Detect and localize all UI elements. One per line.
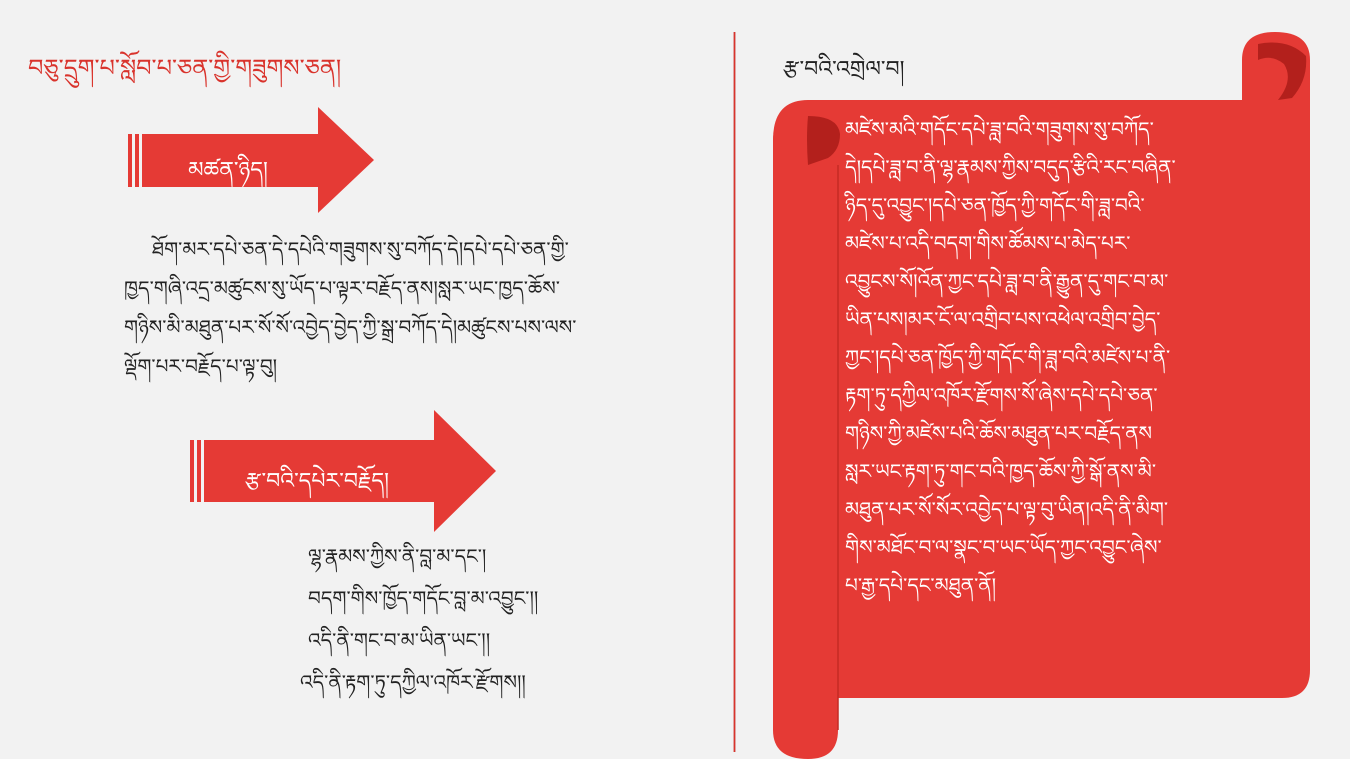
commentary-line: མཛེས་པ་འདི་བདག་གིས་ཚོམས་པ་མེད་པར་: [845, 231, 1131, 255]
commentary-line: མཐུན་པར་སོ་སོར་འབྱེད་པ་ལྟ་བུ་ཡིན།འདི་ནི་མིག་: [845, 497, 1169, 521]
commentary-line: དེ།དཔེ་ཟླ་བ་ནི་ལྷ་རྣམས་ཀྱིས་བདུད་རྩིའི་རང་བཞིན་: [845, 155, 1176, 179]
verse-line: བདག་གིས་ཁྱོད་གདོང་བླ་མ་འབྱུང་།།: [308, 586, 539, 610]
paragraph-line: ལྡོག་པར་བརྗོད་པ་ལྟ་བུ།: [124, 354, 278, 378]
commentary-heading: རྩ་བའི་འགྲེལ་བ།: [783, 57, 905, 82]
paragraph-line: ཐོག་མར་དཔེ་ཅན་དེ་དཔེའི་གཟུགས་སུ་བཀོད་དེ།དཔེ་དཔེ་ཅན་གྱི་: [152, 237, 569, 261]
arrow-label-example: རྩ་བའི་དཔེར་བརྗོད།: [244, 469, 389, 494]
vertical-divider: [733, 32, 736, 752]
commentary-line: པ་རྒྱ་དཔེ་དང་མཐུན་ནོ།: [845, 573, 997, 597]
page-title: བཅུ་དྲུག་པ་སློབ་པ་ཅན་གྱི་གཟུགས་ཅན།: [28, 54, 342, 82]
verse-line: འདི་ནི་རྟག་ཏུ་དཀྱིལ་འཁོར་རྫོགས།།: [300, 670, 526, 694]
commentary-line: སླར་ཡང་རྟག་ཏུ་གང་བའི་ཁྱད་ཆོས་ཀྱི་སྒོ་ནས་མི་: [845, 459, 1157, 483]
example-verses: [300, 535, 538, 703]
commentary-line: རྟག་ཏུ་དཀྱིལ་འཁོར་རྫོགས་སོ་ཞེས་དཔེ་དཔེ་ཅན་: [845, 383, 1158, 407]
commentary-text: [845, 110, 1275, 604]
paragraph-line: ཁྱད་གཞི་འདྲ་མཚུངས་སུ་ཡོད་པ་ལྟར་བརྗོད་ནས།སླར་ཡང་ཁྱད་ཆོས་: [124, 276, 560, 300]
commentary-line: འབྱུངས་སོ།འོན་ཀྱང་དཔེ་ཟླ་བ་ནི་རྒྱུན་དུ་གང་བ་མ་: [845, 269, 1169, 293]
commentary-line: གིས་མཐོང་བ་ལ་སྣང་བ་ཡང་ཡོད་ཀྱང་འབྱུང་ཞེས་: [845, 535, 1162, 559]
arrow-label-definition: མཚན་ཉིད།: [188, 158, 268, 183]
verse-line: ལྷ་རྣམས་ཀྱིས་ནི་བླ་མ་དང་།: [308, 544, 487, 568]
paragraph-line: གཉིས་མི་མཐུན་པར་སོ་སོ་འབྱེད་བྱེད་ཀྱི་སྒྲ་བཀོད་དེ།མཚུངས་པས་ལས་: [124, 315, 577, 339]
verse-line: འདི་ནི་གང་བ་མ་ཡིན་ཡང་།།: [308, 628, 491, 652]
commentary-line: ཡིན་པས།མར་ངོ་ལ་འགྲིབ་པས་འཕེལ་འགྲིབ་བྱེད་: [845, 307, 1161, 331]
commentary-line: གཉིས་ཀྱི་མཛེས་པའི་ཆོས་མཐུན་པར་བརྗོད་ནས: [845, 421, 1153, 445]
arrow-banner-definition: [128, 107, 374, 213]
arrow-banner-example: [190, 410, 496, 532]
commentary-line: ཉིད་དུ་འབྱུང་།དཔེ་ཅན་ཁྱོད་ཀྱི་གདོང་གི་ཟླ་བའི་: [845, 193, 1145, 217]
commentary-line: མཛེས་མའི་གདོང་དཔེ་ཟླ་བའི་གཟུགས་སུ་བཀོད་: [845, 117, 1154, 141]
definition-paragraph: [124, 230, 704, 386]
commentary-line: ཀྱང་།དཔེ་ཅན་ཁྱོད་ཀྱི་གདོང་གི་ཟླ་བའི་མཛེས་པ་ནི་: [845, 345, 1171, 369]
